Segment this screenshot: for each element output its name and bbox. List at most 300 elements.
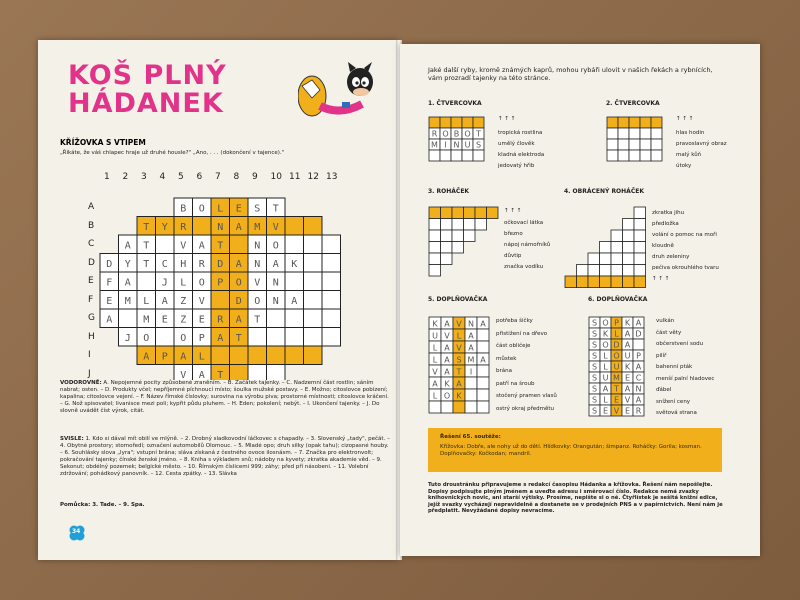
crossword-cell[interactable] (230, 346, 249, 365)
puzzle-cell[interactable] (618, 139, 629, 150)
cell-letter: A (602, 384, 609, 394)
clue-text: březno (504, 231, 523, 237)
cell-letter: E (624, 373, 631, 383)
cell-letter: L (603, 362, 608, 372)
clue-text: vulkán (656, 318, 675, 324)
puzzle-cell[interactable] (623, 230, 635, 242)
clue-text: potřeba šičky (496, 318, 533, 324)
cell-letter: M (431, 140, 438, 150)
crossword-cell[interactable] (248, 365, 267, 381)
cell-letter: U (602, 373, 609, 383)
cell-letter: U (624, 351, 631, 361)
cell-letter: A (444, 319, 450, 329)
cell-letter: O (613, 351, 620, 361)
cell-letter: A (106, 314, 113, 326)
crossword-grid[interactable] (38, 40, 398, 380)
puzzle-cell[interactable] (629, 139, 640, 150)
crossword-cell[interactable] (322, 309, 341, 328)
crossword-cell[interactable] (304, 291, 323, 310)
cell-letter: A (444, 367, 450, 377)
crossword-cell[interactable] (304, 217, 323, 236)
crossword-cell[interactable] (304, 272, 323, 291)
clue-text: část obličeje (496, 343, 531, 349)
clue-text: malý kůň (676, 152, 702, 158)
row-letter: J (88, 368, 91, 379)
clue-text: světová strana (656, 410, 697, 416)
svisle-clues (60, 436, 390, 478)
puzzle-cell[interactable] (600, 265, 612, 277)
cell-letter: S (591, 329, 598, 339)
cell-letter: L (143, 295, 150, 307)
s5-title: 5. DOPLŇOVAČKA (428, 296, 488, 303)
clue-text: brána (496, 368, 512, 374)
puzzle-cell[interactable] (473, 117, 484, 128)
puzzle-cell[interactable] (477, 377, 489, 389)
puzzle-cell[interactable] (477, 329, 489, 341)
cell-letter: B (180, 203, 187, 215)
puzzle-cell[interactable] (464, 219, 476, 231)
cell-letter: K (444, 379, 450, 389)
cell-letter: M (143, 314, 150, 326)
cell-letter: A (235, 221, 242, 233)
clue-text: snížení ceny (656, 398, 691, 405)
cell-letter: J (124, 332, 131, 344)
puzzle-cell[interactable] (477, 341, 489, 353)
pomucka: Pomůcka: 3. Tade. – 9. Spa. (60, 502, 145, 508)
puzzle-cell[interactable] (640, 117, 651, 128)
puzzle-cell[interactable] (465, 377, 477, 389)
crossword-cell[interactable] (285, 346, 304, 365)
puzzle-cell[interactable] (634, 253, 646, 265)
cell-letter: N (635, 384, 642, 394)
cell-letter: O (272, 240, 279, 252)
s2-grid[interactable] (606, 116, 664, 172)
cell-letter: D (613, 340, 620, 350)
puzzle-cell[interactable] (588, 276, 600, 288)
puzzle-cell[interactable] (640, 150, 651, 161)
cell-letter: M (467, 355, 475, 365)
cell-letter: A (635, 395, 642, 405)
crossword-cell[interactable] (322, 235, 341, 254)
puzzle-cell[interactable] (629, 150, 640, 161)
clue-text: zkratka jihu (652, 210, 685, 216)
puzzle-cell[interactable] (429, 230, 441, 242)
cell-letter: O (602, 318, 609, 328)
clue-text: bahenní pták (656, 364, 693, 370)
cell-letter: K (456, 391, 462, 401)
cell-letter: S (591, 406, 598, 416)
cell-letter: D (106, 258, 113, 270)
cell-letter: P (198, 332, 205, 344)
cell-letter: A (217, 332, 224, 344)
puzzle-cell[interactable] (629, 128, 640, 139)
crossword-cell[interactable] (248, 328, 267, 347)
puzzle-cell[interactable] (429, 150, 440, 161)
puzzle-cell[interactable] (618, 128, 629, 139)
cell-letter: A (624, 329, 631, 339)
s6-grid[interactable] (588, 316, 652, 420)
cell-letter: L (198, 351, 205, 363)
puzzle-cell[interactable] (477, 365, 489, 377)
cell-letter: A (635, 362, 642, 372)
puzzle-cell[interactable] (607, 117, 618, 128)
cell-letter: A (124, 277, 131, 289)
puzzle-cell[interactable] (588, 253, 600, 265)
column-number: 12 (307, 172, 319, 182)
puzzle-cell[interactable] (451, 150, 462, 161)
cell-letter: K (291, 258, 298, 270)
row-letter: E (88, 276, 94, 286)
cell-letter: V (432, 367, 438, 377)
crossword-cell[interactable] (322, 272, 341, 291)
s5-grid[interactable] (428, 316, 492, 420)
column-number: 3 (141, 172, 147, 182)
cell-letter: A (624, 384, 631, 394)
clue-text: očkovací látka (504, 220, 544, 226)
vodorovne-label: VODOROVNĚ: (60, 380, 102, 386)
puzzle-cell[interactable] (451, 117, 462, 128)
cell-letter: D (635, 329, 642, 339)
cell-letter: L (603, 351, 608, 361)
cell-letter: A (235, 258, 242, 270)
puzzle-cell[interactable] (464, 207, 476, 219)
puzzle-cell[interactable] (577, 276, 589, 288)
cell-letter: A (480, 319, 486, 329)
crossword-cell[interactable] (267, 309, 286, 328)
crossword-cell[interactable] (322, 254, 341, 273)
crossword-cell[interactable] (304, 309, 323, 328)
cell-letter: A (432, 379, 438, 389)
puzzle-cell[interactable] (453, 401, 465, 413)
puzzle-cell[interactable] (441, 230, 453, 242)
cell-letter: E (198, 314, 205, 326)
puzzle-cell[interactable] (607, 150, 618, 161)
column-number: 9 (252, 172, 258, 182)
cell-letter: A (468, 331, 474, 341)
s2-title: 2. ČTVERCOVKA (606, 100, 660, 107)
left-page (38, 40, 398, 560)
cell-letter: O (180, 332, 187, 344)
crossword-cell[interactable] (304, 346, 323, 365)
cell-letter: V (444, 331, 450, 341)
puzzle-cell[interactable] (611, 265, 623, 277)
crossword-cell[interactable] (285, 309, 304, 328)
cell-letter: S (456, 355, 462, 365)
puzzle-cell[interactable] (623, 276, 635, 288)
puzzle-cell[interactable] (464, 230, 476, 242)
cell-letter: M (254, 221, 261, 233)
cell-letter: S (254, 203, 261, 215)
puzzle-cell[interactable] (651, 150, 662, 161)
puzzle-cell[interactable] (634, 230, 646, 242)
puzzle-cell[interactable] (462, 117, 473, 128)
crossword-cell[interactable] (156, 328, 175, 347)
puzzle-cell[interactable] (477, 389, 489, 401)
row-letter: I (88, 350, 91, 360)
puzzle-cell[interactable] (441, 242, 453, 254)
puzzle-cell[interactable] (611, 242, 623, 254)
clue-text: značka vodíku (504, 264, 544, 270)
cell-letter: T (476, 129, 481, 139)
cell-letter: T (217, 369, 224, 380)
puzzle-cell[interactable] (640, 128, 651, 139)
s3-marks: ↑ ↑ ↑ (504, 208, 522, 214)
crossword-cell[interactable] (322, 291, 341, 310)
crossword-cell[interactable] (267, 365, 286, 381)
puzzle-cell[interactable] (465, 389, 477, 401)
cell-letter: Z (180, 295, 187, 307)
cell-letter: T (272, 203, 279, 215)
puzzle-cell[interactable] (600, 242, 612, 254)
cell-letter: O (442, 129, 449, 139)
puzzle-cell[interactable] (429, 117, 440, 128)
column-number: 7 (215, 172, 221, 182)
crossword-cell[interactable] (304, 328, 323, 347)
puzzle-cell[interactable] (452, 242, 464, 254)
s2-marks: ↑ ↑ ↑ (676, 116, 694, 122)
cell-letter: A (272, 258, 279, 270)
cell-letter: P (161, 351, 168, 363)
cell-letter: S (591, 351, 598, 361)
clue-text: část věty (656, 329, 682, 336)
crossword-cell[interactable] (285, 272, 304, 291)
column-number: 5 (178, 172, 184, 182)
puzzle-cell[interactable] (618, 150, 629, 161)
row-letter: A (88, 202, 95, 212)
s3-grid[interactable] (428, 206, 500, 278)
puzzle-cell[interactable] (607, 128, 618, 139)
row-letter: D (88, 257, 95, 268)
cell-letter: O (443, 391, 451, 401)
cell-letter: A (468, 343, 474, 353)
cell-letter: K (624, 318, 631, 328)
crossword-cell[interactable] (230, 235, 249, 254)
puzzle-cell[interactable] (611, 276, 623, 288)
puzzle-cell[interactable] (441, 253, 453, 265)
crossword-cell[interactable] (285, 235, 304, 254)
cell-letter: T (456, 367, 462, 377)
puzzle-cell[interactable] (634, 207, 646, 219)
cell-letter: C (161, 258, 168, 270)
puzzle-cell[interactable] (640, 139, 651, 150)
footer-text: Tuto droustránku připravujeme s redakcí časopisu Hádanka a křížovka. Řešení nám nepošlejte. Dopisy podpisujte plným jménem a uveďte adresu i směrovací číslo. Redakce nemá zvazky knihovnických novic, ani starší výtisky. Prosíme, nepište si o ně. Čtyřlístek je sešitá knižní edice, jejíž svazky vycházejí nepravidelně a dostanete se v prodejních PNS a v papírnictvích. Není nám je předplatit. Nevyžádané dopisy nevracíme. (428, 482, 723, 514)
cell-letter: V (272, 221, 279, 233)
puzzle-cell[interactable] (441, 401, 453, 413)
cell-letter: A (161, 295, 168, 307)
cell-letter: T (235, 332, 242, 344)
clue-text: nápoj námořníků (504, 242, 551, 248)
cell-letter: L (217, 203, 224, 215)
crossword-cell[interactable] (211, 346, 230, 365)
cell-letter: O (198, 277, 205, 289)
puzzle-cell[interactable] (600, 276, 612, 288)
puzzle-cell[interactable] (429, 242, 441, 254)
cell-letter: R (431, 129, 438, 139)
cell-letter: E (613, 395, 620, 405)
clue-text: stočený pramen vlasů (496, 393, 557, 399)
puzzle-cell[interactable] (623, 253, 635, 265)
crossword-cell[interactable] (156, 235, 175, 254)
puzzle-cell[interactable] (611, 253, 623, 265)
cell-letter: O (235, 277, 242, 289)
column-number: 2 (122, 172, 129, 182)
crossword-title: KŘÍŽOVKA S VTIPEM (60, 138, 146, 147)
puzzle-cell[interactable] (623, 219, 635, 231)
cell-letter: E (161, 314, 168, 326)
puzzle-cell[interactable] (651, 128, 662, 139)
cell-letter: M (613, 373, 620, 383)
clue-text: menší palní hladovec (656, 375, 715, 382)
cell-letter: L (432, 355, 438, 365)
right-page (400, 44, 760, 556)
clue-text: pravoslavný obraz (676, 141, 727, 147)
puzzle-cell[interactable] (600, 253, 612, 265)
cell-letter: F (106, 277, 113, 289)
puzzle-cell[interactable] (429, 207, 441, 219)
puzzle-cell[interactable] (577, 265, 589, 277)
vodorovne-clues (60, 380, 390, 415)
puzzle-cell[interactable] (611, 230, 623, 242)
s1-marks: ↑ ↑ ↑ (498, 116, 516, 122)
crossword-cell[interactable] (285, 217, 304, 236)
puzzle-cell[interactable] (634, 242, 646, 254)
puzzle-cell[interactable] (633, 339, 644, 350)
cell-letter: E (106, 295, 113, 307)
row-letter: C (88, 239, 95, 249)
crossword-cell[interactable] (322, 328, 341, 347)
puzzle-cell[interactable] (475, 207, 487, 219)
puzzle-cell[interactable] (465, 401, 477, 413)
cell-letter: A (143, 351, 150, 363)
puzzle-cell[interactable] (429, 253, 441, 265)
column-number: 1 (104, 172, 110, 182)
puzzle-cell[interactable] (452, 219, 464, 231)
clue-text: kladná elektroda (498, 152, 545, 158)
cell-letter: R (198, 258, 205, 270)
puzzle-cell[interactable] (441, 219, 453, 231)
crossword-cell[interactable] (267, 346, 286, 365)
puzzle-cell[interactable] (623, 265, 635, 277)
crossword-cell[interactable] (119, 309, 138, 328)
puzzle-cell[interactable] (429, 219, 441, 231)
s6-title: 6. DOPLŇOVAČKA (588, 296, 648, 303)
puzzle-cell[interactable] (429, 401, 441, 413)
cell-letter: E (602, 406, 609, 416)
puzzle-cell[interactable] (629, 117, 640, 128)
puzzle-cell[interactable] (634, 219, 646, 231)
cell-letter: U (432, 331, 438, 341)
clue-text: druh zeleniny (652, 254, 690, 260)
s1-grid[interactable] (428, 116, 486, 172)
cell-letter: A (456, 379, 462, 389)
clue-text: patří na šroub (496, 380, 535, 387)
crossword-cell[interactable] (193, 217, 212, 236)
svisle-label: SVISLE: (60, 436, 84, 442)
puzzle-cell[interactable] (565, 276, 577, 288)
crossword-cell[interactable] (230, 365, 249, 381)
cell-letter: Y (124, 258, 131, 270)
cell-letter: T (143, 240, 150, 252)
cell-letter: O (464, 129, 471, 139)
puzzle-cell[interactable] (441, 207, 453, 219)
crossword-cell[interactable] (304, 235, 323, 254)
crossword-cell[interactable] (304, 254, 323, 273)
clue-text: přistižení na dřevo (496, 330, 548, 337)
cell-letter: L (603, 395, 608, 405)
puzzle-cell[interactable] (473, 150, 484, 161)
puzzle-cell[interactable] (607, 139, 618, 150)
puzzle-cell[interactable] (634, 276, 646, 288)
cell-letter: U (613, 362, 620, 372)
crossword-cell[interactable] (285, 328, 304, 347)
cell-letter: M (124, 295, 131, 307)
puzzle-cell[interactable] (651, 139, 662, 150)
puzzle-cell[interactable] (634, 265, 646, 277)
results-title: Řešení 65. soutěže: (440, 434, 501, 440)
cell-letter: S (475, 140, 482, 150)
puzzle-cell[interactable] (452, 207, 464, 219)
cell-letter: A (635, 318, 642, 328)
s4-grid[interactable] (564, 206, 648, 290)
clue-text: umělý člověk (498, 141, 535, 147)
cell-letter: V (456, 343, 462, 353)
puzzle-cell[interactable] (452, 230, 464, 242)
cell-letter: A (198, 240, 205, 252)
intro-text: Jaké další ryby, kromě známých kaprů, mohou rybáři ulovit v našich řekách a rybnících, vám prozradí tajenky na této stránce. (428, 66, 713, 82)
column-number: 6 (196, 172, 203, 182)
puzzle-cell[interactable] (487, 207, 499, 219)
s1-title: 1. ČTVERCOVKA (428, 100, 482, 107)
cell-letter: D (235, 295, 242, 307)
clue-text: můstek (496, 355, 517, 362)
vodorovne-text: A. Nepojemné pocity způsobené zraněním. – B. Začátek tajenky. – C. Nadzemní část rostlin; sáním nabrat; osten. – D. Produkty včel; nepříjemné píchnoucí místo; šoulka mužské postavy. – E. Možno; citoslovce pobízení; kapalina; citoslovce vejení. – F. Název římské číslovky; surovina na výrobu piva; prostorné místnosti; citoslovce kráčení. – G. Nož spisovatel; livanisce mezi poli; kypřit půdu pluhem. – H. Eden; pokolení; nebýt. – I. Ukončení tajenky. – J. Do slovně uvádět číst výrok, citát. (60, 380, 389, 414)
title-line-2: HÁDANEK (68, 88, 224, 119)
cell-letter: S (591, 384, 598, 394)
puzzle-cell[interactable] (440, 117, 451, 128)
crossword-cell[interactable] (267, 328, 286, 347)
puzzle-cell[interactable] (651, 117, 662, 128)
puzzle-cell[interactable] (440, 150, 451, 161)
puzzle-cell[interactable] (477, 401, 489, 413)
cell-letter: E (624, 406, 631, 416)
cell-letter: A (480, 355, 486, 365)
crossword-cell[interactable] (137, 272, 156, 291)
s4-title: 4. OBRÁCENÝ ROHÁČEK (564, 188, 644, 195)
clue-text: občerstvení sodu (656, 341, 704, 347)
puzzle-cell[interactable] (475, 219, 487, 231)
cell-letter: A (444, 343, 450, 353)
cell-letter: A (235, 314, 242, 326)
cell-letter: S (591, 318, 598, 328)
puzzle-cell[interactable] (618, 117, 629, 128)
crossword-cell[interactable] (248, 346, 267, 365)
column-number: 8 (233, 172, 240, 182)
puzzle-cell[interactable] (588, 265, 600, 277)
puzzle-cell[interactable] (429, 265, 441, 277)
clue-text: tropická rostlina (498, 130, 543, 136)
puzzle-cell[interactable] (462, 150, 473, 161)
crossword-cell[interactable] (211, 291, 230, 310)
cell-letter: A (180, 351, 187, 363)
clue-text: ďábel (656, 387, 672, 393)
cell-letter: T (254, 314, 261, 326)
title-line-1: KOŠ PLNÝ (68, 60, 227, 91)
column-number: 4 (159, 172, 166, 182)
cell-letter: S (591, 340, 598, 350)
puzzle-cell[interactable] (623, 242, 635, 254)
results-text: Křížovka: Dobře, ale nohy už do dětí. Hlídkovky: Orangután; šimpanz. Roháčky: Gorila; kosman. Doplňovačky: Kočkodan; mandril. (440, 444, 702, 457)
cell-letter: L (180, 277, 187, 289)
